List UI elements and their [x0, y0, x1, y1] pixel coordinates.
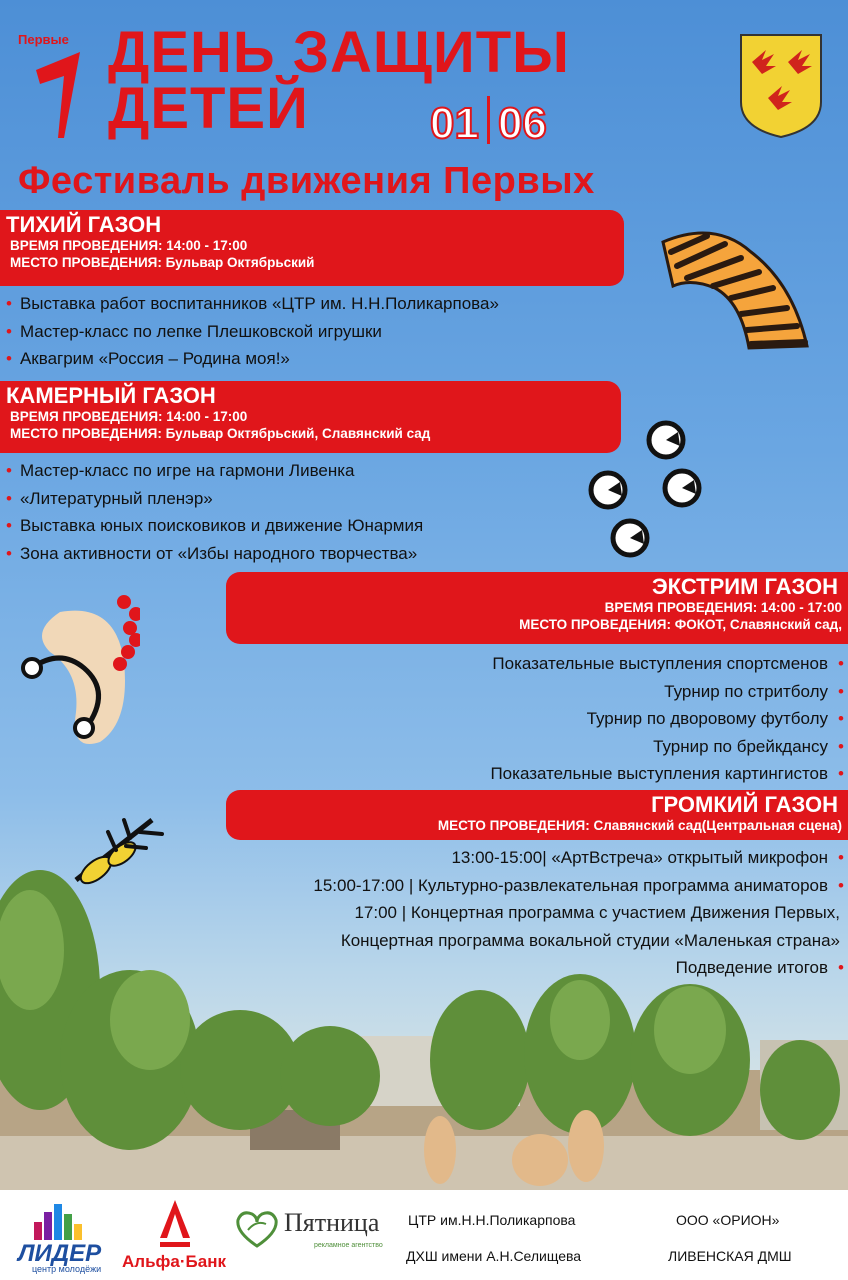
section-title: ЭКСТРИМ ГАЗОН: [652, 574, 838, 599]
section-list-quiet: [6, 290, 499, 373]
partner-name: ЦТР им.Н.Н.Поликарпова: [408, 1212, 576, 1228]
alfa-bank-text: Альфа·Банк: [122, 1252, 226, 1271]
section-time: ВРЕМЯ ПРОВЕДЕНИЯ: 14:00 - 17:00: [10, 238, 248, 253]
beads-ornament-icon: [20, 592, 140, 752]
city-icon: [32, 1200, 92, 1240]
section-banner-chamber: [0, 381, 621, 453]
section-place: МЕСТО ПРОВЕДЕНИЯ: ФОКОТ, Славянский сад,: [519, 617, 842, 632]
footer-partners: [0, 1190, 848, 1280]
section-place: МЕСТО ПРОВЕДЕНИЯ: Славянский сад(Центральная сцена): [437, 818, 842, 833]
partner-name: ДХШ имени А.Н.Селищева: [406, 1248, 582, 1264]
partner-name: ООО «ОРИОН»: [676, 1212, 780, 1228]
alfa-bank-logo: [120, 1196, 230, 1276]
list-item: • Выставка юных поисковиков и движение Юнармия: [6, 512, 423, 540]
section-title: КАМЕРНЫЙ ГАЗОН: [6, 383, 216, 408]
list-item: Турнир по дворовому футболу •: [490, 705, 844, 733]
pyatnitsa-text: Пятница: [284, 1208, 380, 1237]
section-title: ГРОМКИЙ ГАЗОН: [651, 792, 838, 817]
section-banner-quiet: [0, 210, 624, 286]
list-item: Турнир по брейкдансу •: [490, 733, 844, 761]
list-item: Турнир по стритболу •: [490, 678, 844, 706]
section-banner-extreme: [226, 572, 848, 644]
list-item: Показательные выступления спортсменов •: [490, 650, 844, 678]
list-item: Показательные выступления картингистов •: [490, 760, 844, 788]
section-time: ВРЕМЯ ПРОВЕДЕНИЯ: 14:00 - 17:00: [604, 600, 842, 615]
lider-logo-text: ЛИДЕР: [18, 1240, 102, 1267]
section-place: МЕСТО ПРОВЕДЕНИЯ: Бульвар Октябрьский, Славянский сад: [10, 426, 431, 441]
section-time: ВРЕМЯ ПРОВЕДЕНИЯ: 14:00 - 17:00: [10, 409, 248, 424]
list-item: • Мастер-класс по игре на гармони Ливенка: [6, 457, 423, 485]
heart-leaf-icon: [234, 1208, 280, 1248]
date-month: 06: [497, 99, 547, 148]
list-item: Концертная программа вокальной студии «Маленькая страна»: [340, 930, 840, 950]
list-item: • Мастер-класс по лепке Плешковской игрушки: [6, 318, 499, 346]
alfa-letter-icon: [158, 1198, 192, 1248]
page-title-line1: ДЕНЬ ЗАЩИТЫ: [108, 20, 570, 85]
coat-of-arms-icon: [738, 32, 824, 140]
pyatnitsa-sub: рекламное агентство: [314, 1242, 383, 1249]
list-item: 13:00-15:00| «АртВстреча» открытый микрофон •: [313, 844, 844, 872]
brand-logo-icon: [34, 48, 82, 140]
date-separator: [487, 96, 490, 144]
circles-ornament-icon: [582, 418, 712, 558]
partner-name: ЛИВЕНСКАЯ ДМШ: [668, 1248, 792, 1264]
pyatnitsa-logo: [234, 1204, 394, 1264]
page-title-line2: ДЕТЕЙ: [108, 76, 309, 141]
list-item: • «Литературный пленэр»: [6, 485, 423, 513]
list-item: • Выставка работ воспитанников «ЦТР им. Н.Н.Поликарпова»: [6, 290, 499, 318]
section-list-extreme: [490, 650, 844, 788]
section-banner-loud: [226, 790, 848, 840]
event-date: [430, 96, 547, 149]
section-list-chamber: [6, 457, 423, 567]
striped-ornament-icon: [655, 222, 815, 356]
section-place: МЕСТО ПРОВЕДЕНИЯ: Бульвар Октябрьский: [10, 255, 315, 270]
list-item: Подведение итогов •: [313, 954, 844, 982]
section-title: ТИХИЙ ГАЗОН: [6, 212, 162, 237]
list-item: 15:00-17:00 | Культурно-развлекательная программа аниматоров •: [313, 872, 844, 900]
park-background-image: [0, 840, 848, 1190]
list-item: • Зона активности от «Избы народного творчества»: [6, 540, 423, 568]
list-item: • Аквагрим «Россия – Родина моя!»: [6, 345, 499, 373]
brand-name: Первые: [18, 32, 69, 47]
date-day: 01: [430, 99, 479, 148]
lider-logo: [18, 1200, 114, 1274]
lider-logo-sub: центр молодёжи: [32, 1264, 102, 1274]
list-item: 17:00 | Концертная программа с участием Движения Первых,: [354, 903, 840, 922]
festival-title: Фестиваль движения Первых: [18, 160, 595, 202]
